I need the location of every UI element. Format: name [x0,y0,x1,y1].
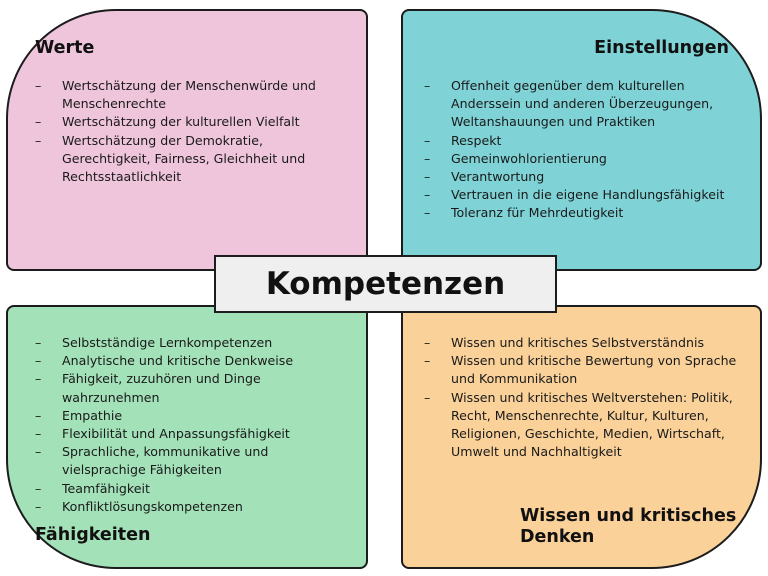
list-item: – Teamfähigkeit [35,480,335,498]
list-item: – Wissen und kritische Bewertung von Sprache und Kommunikation [424,352,738,388]
quadrant-title-wissen: Wissen und kritisches Denken [520,506,737,547]
list-einstellungen [424,77,736,223]
list-werte [35,77,335,186]
list-item: – Sprachliche, kommunikative und vielsprachige Fähigkeiten [35,443,335,479]
list-item: – Wissen und kritisches Selbstverständnis [424,334,738,352]
list-wissen [424,334,738,461]
center-label-box [214,255,557,313]
list-item: – Wertschätzung der Menschenwürde und Menschenrechte [35,77,335,113]
quadrant-title-werte: Werte [35,38,95,58]
list-item: – Toleranz für Mehrdeutigkeit [424,204,736,222]
list-item: – Verantwortung [424,168,736,186]
list-item: – Wertschätzung der kulturellen Vielfalt [35,113,335,131]
list-faehigkeiten [35,334,335,516]
list-item: – Fähigkeit, zuzuhören und Dinge wahrzunehmen [35,370,335,406]
list-item: – Offenheit gegenüber dem kulturellen Anderssein und anderen Überzeugungen, Weltanshauungen und Praktiken [424,77,736,132]
list-item: – Selbstständige Lernkompetenzen [35,334,335,352]
quadrant-title-einstellungen: Einstellungen [594,38,729,58]
list-item: – Respekt [424,132,736,150]
list-item: – Gemeinwohlorientierung [424,150,736,168]
list-item: – Flexibilität und Anpassungsfähigkeit [35,425,335,443]
list-item: – Vertrauen in die eigene Handlungsfähigkeit [424,186,736,204]
center-label: Kompetenzen [265,266,506,302]
list-item: – Analytische und kritische Denkweise [35,352,335,370]
quadrant-title-faehigkeiten: Fähigkeiten [35,525,151,545]
list-item: – Wissen und kritisches Weltverstehen: Politik, Recht, Menschenrechte, Kultur, Kulturen, Religionen, Geschichte, Medien, Wirtschaft, Umwelt und Nachhaltigkeit [424,389,738,462]
list-item: – Empathie [35,407,335,425]
list-item: – Wertschätzung der Demokratie, Gerechtigkeit, Fairness, Gleichheit und Rechtsstaatlichkeit [35,132,335,187]
list-item: – Konfliktlösungskompetenzen [35,498,335,516]
